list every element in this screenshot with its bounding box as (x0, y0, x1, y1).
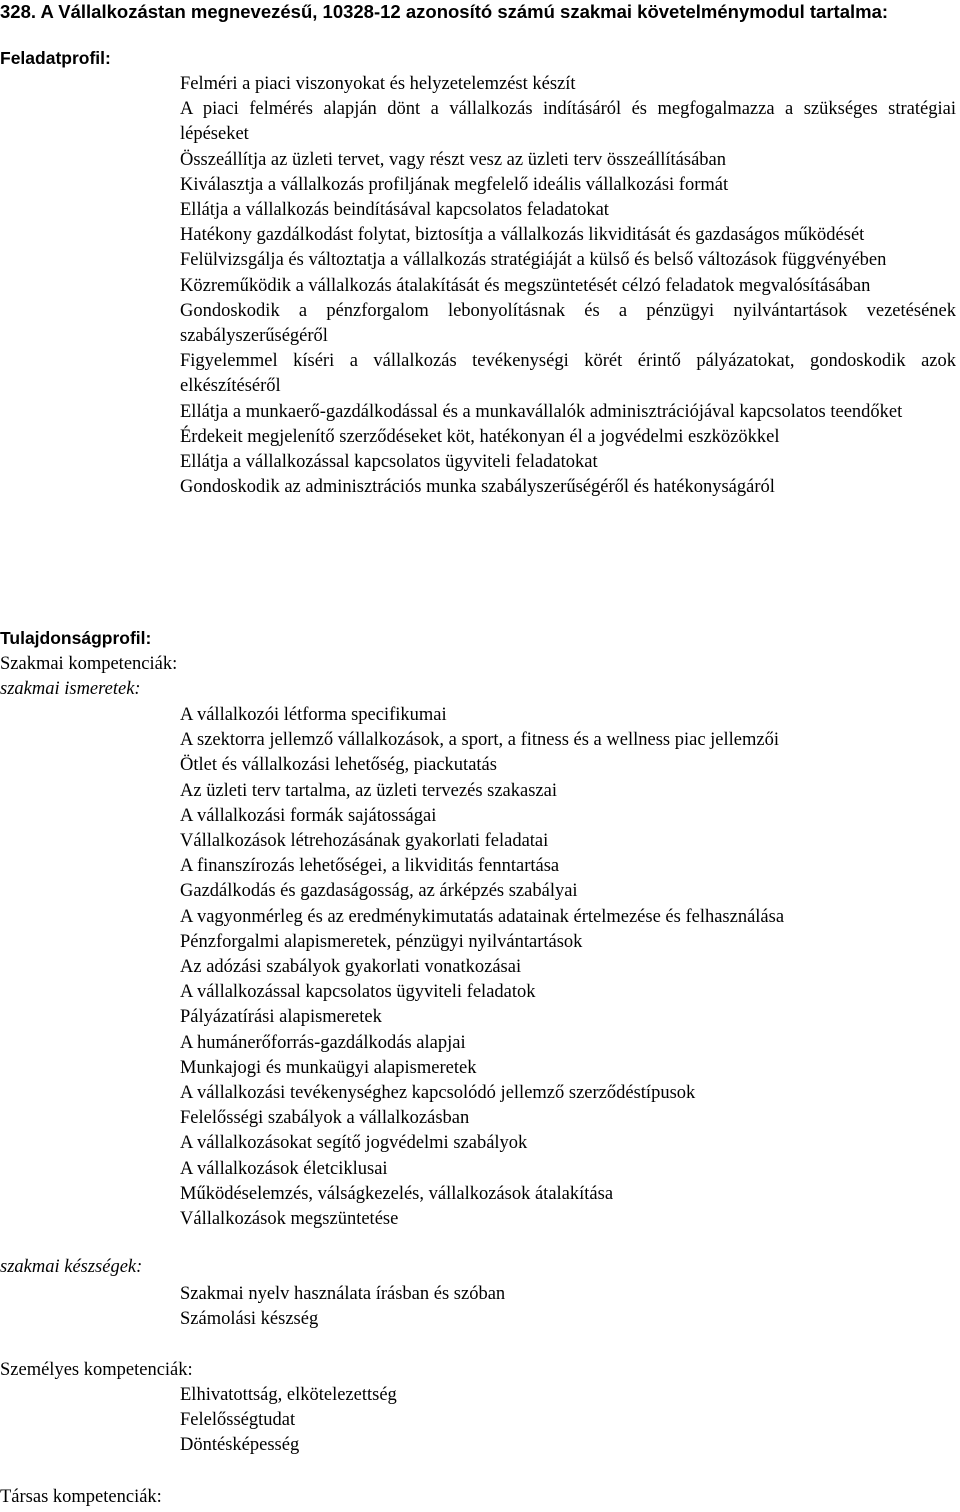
list-item: Pénzforgalmi alapismeretek, pénzügyi nyilvántartások (180, 931, 583, 952)
list-item: Munkajogi és munkaügyi alapismeretek (180, 1057, 477, 1078)
list-item: A szektorra jellemző vállalkozások, a sport, a fitness és a wellness piac jellemzői (180, 730, 779, 751)
list-item: Felméri a piaci viszonyokat és helyzetelemzést készít (180, 74, 576, 94)
list-item: A finanszírozás lehetőségei, a likviditás fenntartása (180, 856, 560, 877)
szakmai-keszsegek-label: szakmai készségek: (0, 1257, 143, 1277)
list-item: Vállalkozások megszüntetése (180, 1209, 399, 1230)
list-item: Döntésképesség (180, 1435, 300, 1456)
list-item: Szakmai nyelv használata írásban és szóban (180, 1284, 506, 1304)
list-item: Gondoskodik a pénzforgalom lebonyolításnak és a pénzügyi nyilvántartások vezetésének szabályszerűségéről (180, 300, 956, 347)
list-item: Felelősségi szabályok a vállalkozásban (180, 1108, 470, 1129)
feladatprofil-list (180, 72, 956, 500)
list-item: Az adózási szabályok gyakorlati vonatkozásai (180, 957, 522, 978)
list-item: Ellátja a munkaerő-gazdálkodással és a munkavállalók adminisztrációjával kapcsolatos teendőket (180, 401, 903, 422)
list-item: Pályázatírási alapismeretek (180, 1007, 382, 1028)
list-item: Gondoskodik az adminisztrációs munka szabályszerűségéről és hatékonyságáról (180, 477, 775, 498)
szemelyes-kompetenciak-label: Személyes kompetenciák: (0, 1360, 193, 1380)
list-item: Érdekeit megjelenítő szerződéseket köt, hatékonyan él a jogvédelmi eszközökkel (180, 426, 780, 447)
list-item: A vagyonmérleg és az eredménykimutatás adatainak értelmezése és felhasználása (180, 906, 785, 927)
list-item: A vállalkozói létforma specifikumai (180, 705, 447, 725)
tulajdonsagprofil-heading: Tulajdonságprofil: (0, 628, 152, 648)
feladatprofil-heading: Feladatprofil: (0, 48, 111, 68)
list-item: Gazdálkodás és gazdaságosság, az árképzés szabályai (180, 881, 578, 902)
tarsas-kompetenciak-label: Társas kompetenciák: (0, 1487, 162, 1507)
list-item: Vállalkozások létrehozásának gyakorlati feladatai (180, 831, 549, 852)
szakmai-ismeretek-label: szakmai ismeretek: (0, 679, 141, 699)
list-item: Felülvizsgálja és változtatja a vállalkozás stratégiáját a külső és belső változások függvényében (180, 250, 887, 271)
page-title: 328. A Vállalkozástan megnevezésű, 10328-12 azonosító számú szakmai követelménymodul tartalma: (0, 1, 889, 22)
list-item: Összeállítja az üzleti tervet, vagy részt vesz az üzleti terv összeállításában (180, 149, 727, 170)
list-item: A piaci felmérés alapján dönt a vállalkozás indításáról és megfogalmazza a szükséges stratégiai lépéseket (180, 99, 956, 145)
list-item: A vállalkozási formák sajátosságai (180, 805, 437, 826)
list-item: Ellátja a vállalkozással kapcsolatos ügyviteli feladatokat (180, 452, 598, 473)
list-item: Felelősségtudat (180, 1410, 296, 1431)
list-item: A vállalkozások életciklusai (180, 1158, 388, 1179)
szakmai-kompetenciak-label: Szakmai kompetenciák: (0, 654, 178, 674)
list-item: Működéselemzés, válságkezelés, vállalkozások átalakítása (180, 1183, 614, 1204)
szakmai-ismeretek-list (180, 703, 956, 1232)
szakmai-keszsegek-list (180, 1282, 956, 1332)
list-item: A vállalkozásokat segítő jogvédelmi szabályok (180, 1133, 528, 1154)
list-item: Ötlet és vállalkozási lehetőség, piackutatás (180, 755, 497, 776)
list-item: Közreműködik a vállalkozás átalakítását és megszüntetését célzó feladatok megvalósításában (180, 275, 871, 296)
list-item: Hatékony gazdálkodást folytat, biztosítja a vállalkozás likviditását és gazdaságos működését (180, 225, 865, 246)
szemelyes-kompetenciak-list (180, 1383, 956, 1459)
list-item: Figyelemmel kíséri a vállalkozás tevékenységi körét érintő pályázatokat, gondoskodik azok elkészítéséről (180, 351, 956, 397)
list-item: A vállalkozási tevékenységhez kapcsolódó jellemző szerződéstípusok (180, 1083, 696, 1104)
list-item: Számolási készség (180, 1309, 319, 1330)
list-item: A vállalkozással kapcsolatos ügyviteli feladatok (180, 982, 536, 1003)
list-item: A humánerőforrás-gazdálkodás alapjai (180, 1032, 466, 1053)
list-item: Kiválasztja a vállalkozás profiljának megfelelő ideális vállalkozási formát (180, 174, 729, 195)
list-item: Elhivatottság, elkötelezettség (180, 1385, 397, 1405)
list-item: Az üzleti terv tartalma, az üzleti tervezés szakaszai (180, 780, 557, 801)
list-item: Ellátja a vállalkozás beindításával kapcsolatos feladatokat (180, 200, 609, 221)
